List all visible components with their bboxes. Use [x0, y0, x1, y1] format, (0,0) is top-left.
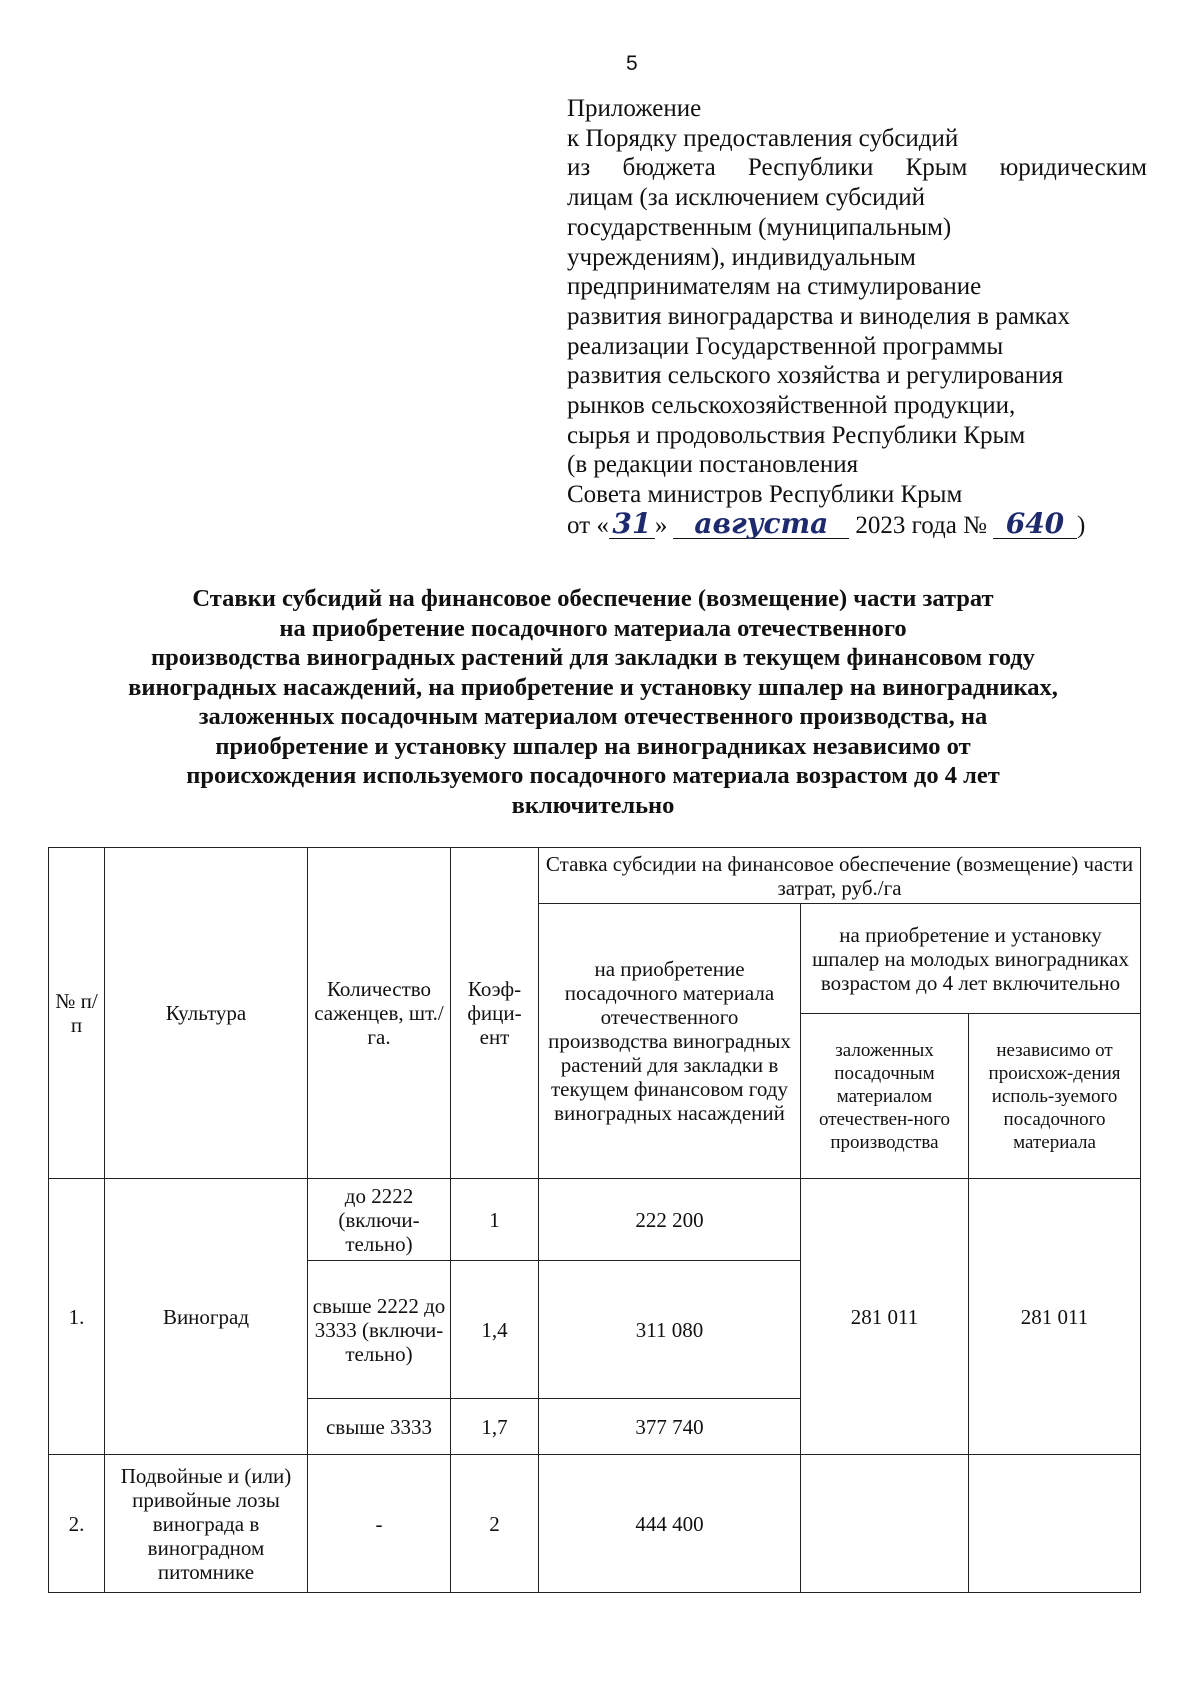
- handwritten-number: 640: [993, 510, 1077, 539]
- appendix-line: государственным (муниципальным): [567, 213, 952, 241]
- appendix-line: развития виноградарства и виноделия в рамках: [567, 302, 1071, 330]
- title-line: производства виноградных растений для закладки в текущем финансовом году: [151, 644, 1035, 671]
- row-count: до 2222 (включи-тельно): [308, 1179, 451, 1261]
- row-purchase-rate: 222 200: [539, 1179, 801, 1261]
- row-coefficient: 1,4: [451, 1261, 539, 1399]
- header-trellis-any: независимо от происхож-дения исполь-зуемого посадочного материала: [969, 1014, 1141, 1179]
- appendix-word: Крым: [905, 154, 968, 182]
- row-num: 2.: [49, 1455, 105, 1593]
- date-suffix: ): [1076, 511, 1086, 539]
- title-line: происхождения используемого посадочного материала возрастом до 4 лет: [186, 762, 1000, 789]
- row-coefficient: 2: [451, 1455, 539, 1593]
- appendix-word: Республики: [747, 154, 874, 182]
- row-trellis-domestic-empty: [801, 1455, 969, 1593]
- trellis-domestic-rate: 281 011: [801, 1179, 969, 1455]
- row-coefficient: 1,7: [451, 1399, 539, 1455]
- appendix-line-justified: [567, 153, 1147, 183]
- header-num: № п/п: [49, 848, 105, 1179]
- document-title: [48, 584, 1138, 820]
- header-culture: Культура: [105, 848, 308, 1179]
- trellis-any-rate: 281 011: [969, 1179, 1141, 1455]
- handwritten-month: августа: [673, 510, 849, 539]
- appendix-block: [567, 94, 1147, 541]
- appendix-line: рынков сельскохозяйственной продукции,: [567, 392, 1016, 420]
- appendix-word: юридическим: [999, 154, 1147, 182]
- header-trellis-group: на приобретение и установку шпалер на молодых виноградниках возрастом до 4 лет включительно: [801, 904, 1141, 1014]
- table-row: [49, 1455, 1141, 1593]
- appendix-line: Приложение: [567, 95, 702, 122]
- appendix-line: (в редакции постановления: [567, 451, 859, 479]
- row-count: свыше 3333: [308, 1399, 451, 1455]
- appendix-line: учреждениям), индивидуальным: [567, 243, 916, 271]
- appendix-word: из: [567, 154, 591, 182]
- row-purchase-rate: 311 080: [539, 1261, 801, 1399]
- subsidy-rates-table: [48, 847, 1141, 1593]
- header-coefficient: Коэф-фици-ент: [451, 848, 539, 1179]
- date-mid: »: [654, 511, 668, 539]
- header-purchase: на приобретение посадочного материала отечественного производства виноградных растений для закладки в текущем финансовом году виноградных насаждений: [539, 904, 801, 1179]
- row-culture: Виноград: [105, 1179, 308, 1455]
- title-line: виноградных насаждений, на приобретение и установку шпалер на виноградниках,: [128, 673, 1058, 701]
- header-count: Количество саженцев, шт./га.: [308, 848, 451, 1179]
- appendix-line: реализации Государственной программы: [567, 332, 1004, 360]
- appendix-line: к Порядку предоставления субсидий: [567, 124, 959, 152]
- title-line: на приобретение посадочного материала отечественного: [279, 614, 907, 642]
- appendix-line: лицам (за исключением субсидий: [567, 184, 925, 212]
- row-culture: Подвойные и (или) привойные лозы винограда в виноградном питомнике: [105, 1455, 308, 1593]
- resolution-date-line: [567, 506, 1147, 541]
- appendix-line: Совета министров Республики Крым: [567, 481, 963, 509]
- date-prefix: от «: [567, 511, 609, 539]
- appendix-line: развития сельского хозяйства и регулирования: [567, 362, 1064, 390]
- row-purchase-rate: 377 740: [539, 1399, 801, 1455]
- row-count: -: [308, 1455, 451, 1593]
- year-text: 2023 года №: [855, 511, 987, 539]
- title-line: заложенных посадочным материалом отечественного производства, на: [198, 703, 988, 730]
- row-purchase-rate: 444 400: [539, 1455, 801, 1593]
- handwritten-day: 31: [609, 510, 655, 539]
- row-num: 1.: [49, 1179, 105, 1455]
- title-line: включительно: [511, 791, 675, 819]
- page-number: 5: [626, 52, 638, 75]
- appendix-line: предпринимателям на стимулирование: [567, 273, 982, 301]
- row-count: свыше 2222 до 3333 (включи-тельно): [308, 1261, 451, 1399]
- table-row: [49, 1179, 1141, 1261]
- title-line: приобретение и установку шпалер на виноградниках независимо от: [215, 732, 971, 760]
- row-trellis-any-empty: [969, 1455, 1141, 1593]
- appendix-word: бюджета: [622, 154, 716, 182]
- row-coefficient: 1: [451, 1179, 539, 1261]
- title-line: Ставки субсидий на финансовое обеспечение (возмещение) части затрат: [192, 585, 994, 612]
- appendix-line: сырья и продовольствия Республики Крым: [567, 421, 1026, 449]
- header-rate-group: Ставка субсидии на финансовое обеспечение (возмещение) части затрат, руб./га: [539, 848, 1141, 904]
- header-trellis-domestic: заложенных посадочным материалом отечествен-ного производства: [801, 1014, 969, 1179]
